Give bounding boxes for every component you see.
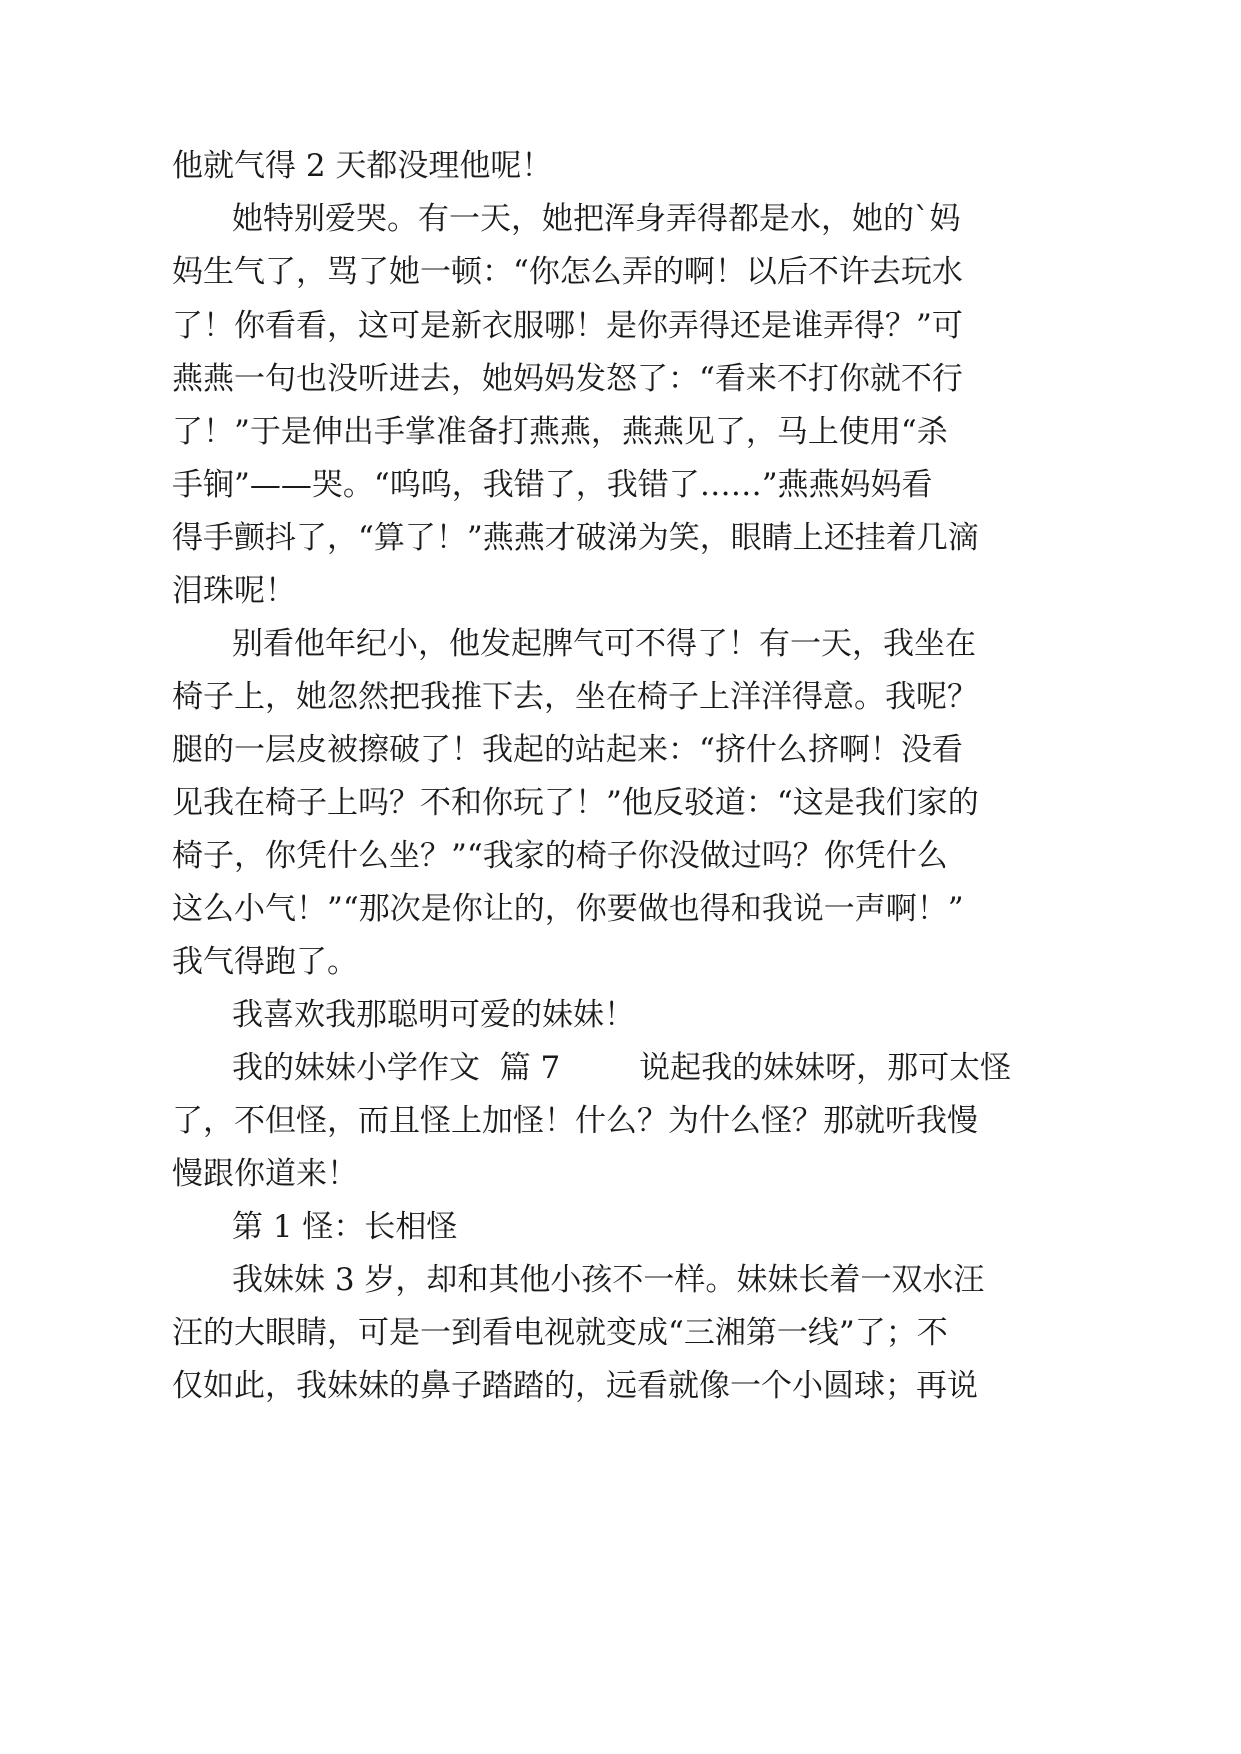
text-line: 见我在椅子上吗？不和你玩了！”他反驳道：“这是我们家的 [172,785,979,821]
text-line: 仅如此，我妹妹的鼻子踏踏的，远看就像一个小圆球；再说 [172,1368,978,1404]
text-line: 椅子，你凭什么坐？”“我家的椅子你没做过吗？你凭什么 [172,838,948,874]
text-line: 椅子上，她忽然把我推下去，坐在椅子上洋洋得意。我呢？ [172,679,978,715]
text-line: 手锏”——哭。“呜呜，我错了，我错了……”燕燕妈妈看 [172,467,933,503]
text-line: 了！你看看，这可是新衣服哪！是你弄得还是谁弄得？”可 [172,308,963,344]
text-line: 汪的大眼睛，可是一到看电视就变成“三湘第一线”了；不 [172,1315,948,1351]
text-line: 这么小气！”“那次是你让的，你要做也得和我说一声啊！” [172,891,964,927]
text-line: 泪珠呢！ [172,573,296,609]
text-line: 我的妹妹小学作文 篇 7 说起我的妹妹呀，那可太怪 [232,1050,1012,1086]
text-line: 了！”于是伸出手掌准备打燕燕，燕燕见了，马上使用“杀 [172,414,948,450]
text-line: 得手颤抖了，“算了！”燕燕才破涕为笑，眼睛上还挂着几滴 [172,520,979,556]
text-line: 第 1 怪：长相怪 [232,1209,458,1245]
text-line: 他就气得 2 天都没理他呢！ [172,148,553,184]
text-line: 燕燕一句也没听进去，她妈妈发怒了：“看来不打你就不行 [172,361,963,397]
text-line: 了，不但怪，而且怪上加怪！什么？为什么怪？那就听我慢 [172,1103,978,1139]
text-line: 我妹妹 3 岁，却和其他小孩不一样。妹妹长着一双水汪 [232,1262,985,1298]
text-line: 我喜欢我那聪明可爱的妹妹！ [232,997,635,1033]
text-line: 别看他年纪小，他发起脾气可不得了！有一天，我坐在 [232,626,976,662]
text-line: 腿的一层皮被擦破了！我起的站起来：“挤什么挤啊！没看 [172,732,963,768]
text-line: 我气得跑了。 [172,944,358,980]
text-line: 妈生气了，骂了她一顿：“你怎么弄的啊！以后不许去玩水 [172,254,963,290]
text-line: 慢跟你道来！ [172,1156,358,1192]
text-line: 她特别爱哭。有一天，她把浑身弄得都是水，她的`妈 [232,201,961,237]
